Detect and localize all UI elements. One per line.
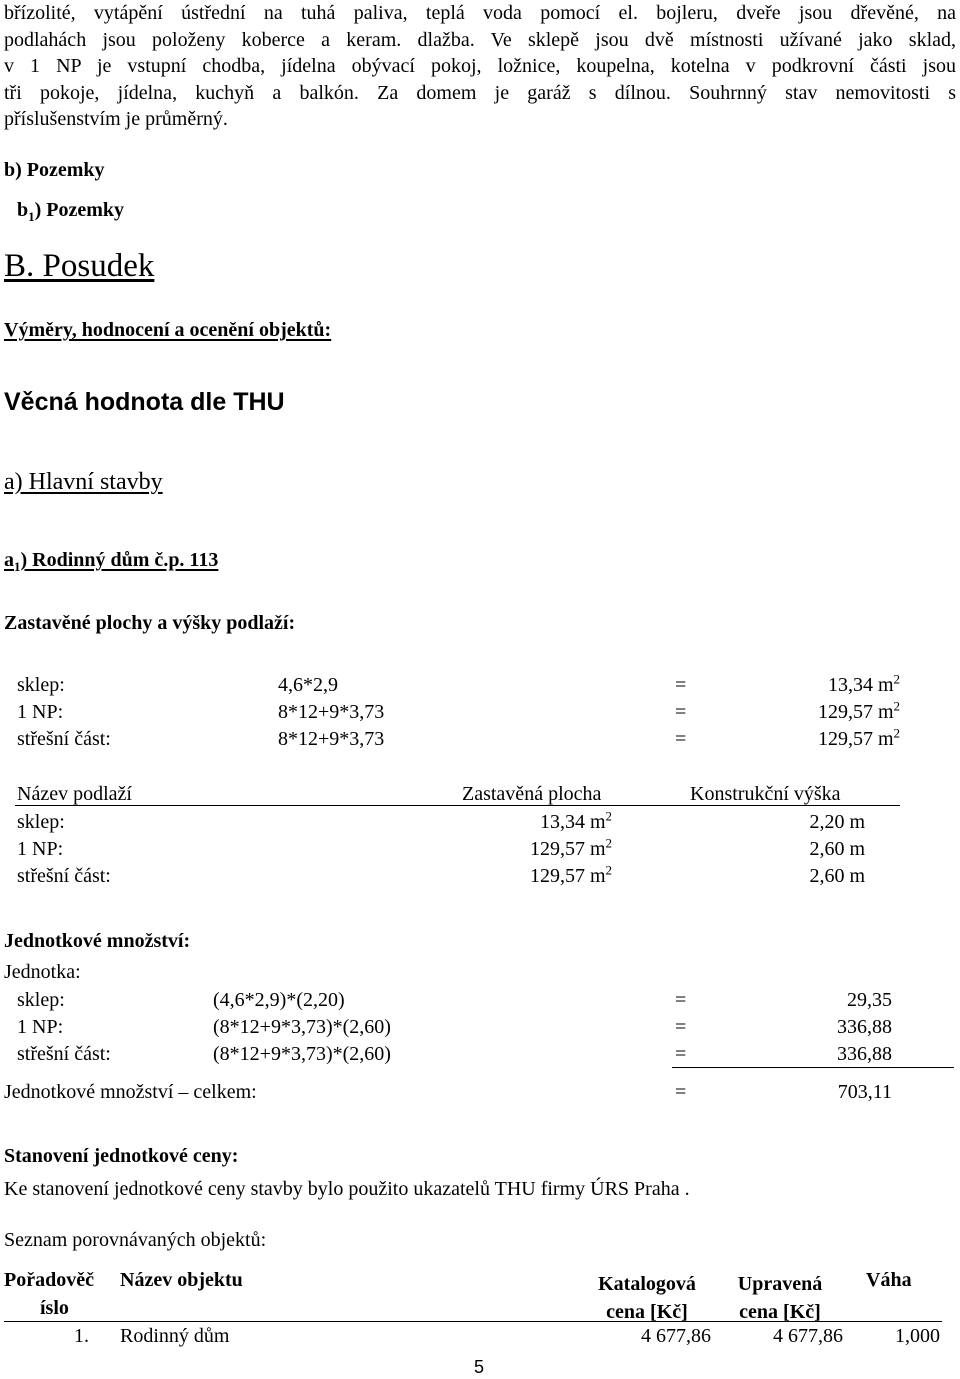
- uq-total-value: 703,11: [837, 1081, 892, 1103]
- heading-stanoveni-ceny: Stanovení jednotkové ceny:: [4, 1145, 239, 1167]
- area-eq: =: [675, 701, 687, 723]
- table-header: Název podlaží: [17, 783, 132, 805]
- table-row-area: 13,34 $m^2$: [539, 808, 612, 833]
- a1-sub: 1: [14, 559, 21, 574]
- heading-rodinny-dum: [4, 549, 219, 574]
- col-order-header: Pořadověč: [4, 1269, 94, 1291]
- page-number: 5: [474, 1357, 485, 1377]
- comparison-row-name: Rodinný dům: [120, 1325, 230, 1347]
- uq-label: 1 NP:: [17, 1016, 64, 1038]
- area-label: střešní část:: [17, 728, 111, 750]
- uq-formula: (8*12+9*3,73)*(2,60): [213, 1016, 391, 1038]
- uq-total-rule: [672, 1067, 954, 1068]
- intro-line: podlahách jsou položeny koberce a keram. dlažba. Ve sklepě jsou dvě místnosti užívané jako sklad,: [4, 28, 956, 51]
- uq-label: sklep:: [17, 989, 65, 1011]
- unit-price-text: Ke stanovení jednotkové ceny stavby bylo použito ukazatelů THU firmy ÚRS Praha .: [4, 1178, 690, 1200]
- table-row-name: střešní část:: [17, 865, 111, 887]
- table-row-name: sklep:: [17, 811, 65, 833]
- area-formula: 8*12+9*3,73: [278, 728, 385, 750]
- comparison-row-weight: 1,000: [895, 1325, 940, 1347]
- uq-formula: (4,6*2,9)*(2,20): [213, 989, 345, 1011]
- uq-eq: =: [675, 1016, 687, 1038]
- table-row-height: 2,60 m: [809, 865, 865, 887]
- col-catalog-header: Katalogová cena [Kč]: [598, 1273, 696, 1323]
- uq-value: 336,88: [837, 1043, 892, 1065]
- heading-b-pozemky: b) Pozemky: [4, 159, 105, 181]
- heading-posudek: B. Posudek: [4, 248, 155, 284]
- intro-line: v 1 NP je vstupní chodba, jídelna obývací pokoj, ložnice, koupelna, kotelna v podkrovní části jsou: [4, 55, 956, 77]
- table-row-area: 129,57 $m^2$: [529, 835, 612, 860]
- area-formula: 4,6*2,9: [278, 674, 338, 696]
- table-header: Konstrukční výška: [690, 783, 841, 805]
- uq-total-eq: =: [675, 1081, 687, 1103]
- heading-zastavene-plochy: Zastavěné plochy a výšky podlaží:: [4, 612, 296, 634]
- area-formula: 8*12+9*3,73: [278, 701, 385, 723]
- heading-hlavni-stavby: a) Hlavní stavby: [4, 469, 163, 495]
- uq-eq: =: [675, 989, 687, 1011]
- uq-value: 29,35: [847, 989, 892, 1011]
- area-value: 129,57 $m^2$: [817, 725, 900, 750]
- intro-line: břízolité, vytápění ústřední na tuhá paliva, teplá voda pomocí el. bojleru, dveře jsou dřevěné, na: [4, 2, 956, 24]
- table-header: Zastavěná plocha: [462, 783, 602, 805]
- table-row-name: 1 NP:: [17, 838, 64, 860]
- col-order-header-2: íslo: [40, 1297, 69, 1319]
- b1-prefix: b: [17, 199, 29, 221]
- table-row-area: 129,57 $m^2$: [529, 862, 612, 887]
- area-value: 13,34 $m^2$: [827, 671, 900, 696]
- col-weight-header: Váha: [866, 1269, 912, 1291]
- col-adjusted-header: Upravená cena [Kč]: [737, 1273, 823, 1323]
- a1-rest: ) Rodinný dům č.p. 113: [20, 549, 219, 571]
- heading-b1-pozemky: [17, 199, 125, 224]
- area-label: sklep:: [17, 674, 65, 696]
- col-name-header: Název objektu: [120, 1269, 243, 1291]
- unit-sublabel: Jednotka:: [4, 961, 81, 983]
- comparison-header-rule: [4, 1321, 942, 1322]
- area-value: 129,57 $m^2$: [817, 698, 900, 723]
- comparison-row-order: 1.: [74, 1325, 89, 1347]
- uq-eq: =: [675, 1043, 687, 1065]
- heading-seznam: Seznam porovnávaných objektů:: [4, 1229, 267, 1251]
- heading-jednotkove-mnozstvi: Jednotkové množství:: [4, 930, 191, 952]
- intro-paragraph: [4, 0, 956, 133]
- intro-line: tři pokoje, jídelna, kuchyň a balkón. Za domem je garáž s dílnou. Souhrnný stav nemovitosti s: [4, 81, 956, 104]
- uq-formula: (8*12+9*3,73)*(2,60): [213, 1043, 391, 1065]
- area-eq: =: [675, 728, 687, 750]
- area-eq: =: [675, 674, 687, 696]
- comparison-row-adjusted: 4 677,86: [773, 1325, 843, 1347]
- heading-vymery: Výměry, hodnocení a ocenění objektů:: [4, 319, 332, 341]
- intro-line: příslušenstvím je průměrný.: [4, 108, 228, 130]
- heading-vecna-hodnota: Věcná hodnota dle THU: [4, 388, 285, 416]
- uq-value: 336,88: [837, 1016, 892, 1038]
- b1-sub: 1: [28, 209, 35, 224]
- table-row-height: 2,60 m: [809, 838, 865, 860]
- b1-rest: ) Pozemky: [34, 199, 125, 221]
- table-row-height: 2,20 m: [809, 811, 865, 833]
- a1-prefix: a: [4, 549, 14, 571]
- table-header-rule: [15, 805, 900, 806]
- uq-label: střešní část:: [17, 1043, 111, 1065]
- comparison-row-catalog: 4 677,86: [641, 1325, 711, 1347]
- area-label: 1 NP:: [17, 701, 64, 723]
- uq-total-label: Jednotkové množství – celkem:: [4, 1081, 257, 1103]
